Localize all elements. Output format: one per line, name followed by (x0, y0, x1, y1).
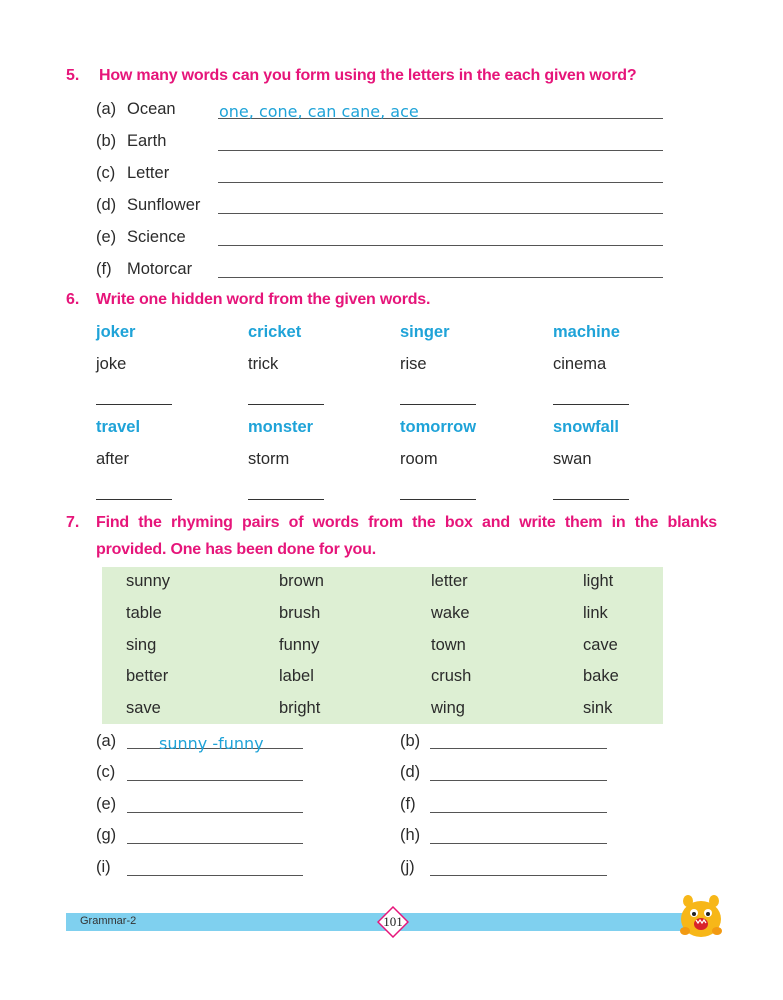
box-word: funny (279, 636, 320, 654)
box-word: cave (583, 636, 618, 654)
q6-hidden-word: after (96, 450, 130, 468)
q6-answer-blank[interactable] (400, 404, 476, 405)
box-word: bright (279, 699, 321, 717)
q7-blank-label: (f) (400, 795, 416, 813)
q5-item-label: (d) (96, 196, 117, 214)
q7-blank-label: (g) (96, 826, 117, 844)
q7-instruction-line1: Find the rhyming pairs of words from the box and write them in the blanks (96, 514, 717, 531)
box-word: sing (126, 636, 157, 654)
q6-given-word: snowfall (553, 418, 620, 436)
box-word: light (583, 572, 614, 590)
box-word: save (126, 699, 161, 717)
q6-number: 6. (66, 291, 80, 308)
q6-hidden-word: storm (248, 450, 290, 468)
q5-answer-text: one, cone, can cane, ace (219, 102, 419, 121)
q5-answer-line[interactable] (218, 245, 663, 246)
q5-item-label: (b) (96, 132, 117, 150)
q6-given-word: singer (400, 323, 450, 341)
q6-hidden-word: swan (553, 450, 592, 468)
q7-answer-line[interactable] (430, 812, 607, 813)
q7-blank-label: (b) (400, 732, 421, 750)
q6-given-word: machine (553, 323, 620, 341)
q7-instruction-line2: provided. One has been done for you. (96, 541, 376, 558)
box-word: sunny (126, 572, 171, 590)
book-title: Grammar-2 (80, 915, 137, 927)
q6-instruction: Write one hidden word from the given words. (96, 291, 431, 308)
q6-answer-blank[interactable] (553, 404, 629, 405)
q6-given-word: tomorrow (400, 418, 477, 436)
q6-hidden-word: room (400, 450, 438, 468)
q5-item-word: Science (127, 228, 186, 246)
box-word: letter (431, 572, 468, 590)
box-word: brown (279, 572, 324, 590)
q5-answer-line[interactable] (218, 150, 663, 151)
q7-blank-label: (d) (400, 763, 421, 781)
q6-hidden-word: cinema (553, 355, 607, 373)
q5-item-word: Letter (127, 164, 170, 182)
q5-item-label: (a) (96, 100, 117, 118)
q7-answer-line[interactable] (127, 812, 303, 813)
q5-item-word: Earth (127, 132, 167, 150)
q5-item-label: (e) (96, 228, 117, 246)
q7-answer-line[interactable] (430, 780, 607, 781)
q7-blank-label: (c) (96, 763, 116, 781)
q7-answer-line[interactable] (430, 875, 607, 876)
q7-blank-label: (i) (96, 858, 111, 876)
q6-given-word: joker (96, 323, 136, 341)
q5-item-word: Ocean (127, 100, 176, 118)
q6-answer-blank[interactable] (400, 499, 476, 500)
box-word: better (126, 667, 169, 685)
q5-item-word: Motorcar (127, 260, 193, 278)
q5-item-label: (c) (96, 164, 116, 182)
q6-answer-blank[interactable] (553, 499, 629, 500)
q5-answer-line[interactable] (218, 182, 663, 183)
q6-hidden-word: joke (96, 355, 127, 373)
box-word: bake (583, 667, 619, 685)
q7-answer-text: sunny -funny (159, 734, 264, 753)
q5-instruction: How many words can you form using the letters in the each given word? (99, 67, 637, 84)
q7-answer-line[interactable] (127, 780, 303, 781)
q6-answer-blank[interactable] (248, 499, 324, 500)
q6-answer-blank[interactable] (96, 499, 172, 500)
q6-answer-blank[interactable] (248, 404, 324, 405)
q6-answer-blank[interactable] (96, 404, 172, 405)
box-word: brush (279, 604, 321, 622)
q6-given-word: travel (96, 418, 141, 436)
q7-number: 7. (66, 514, 80, 531)
q7-blank-label: (j) (400, 858, 415, 876)
box-word: table (126, 604, 162, 622)
box-word: town (431, 636, 466, 654)
q6-given-word: cricket (248, 323, 302, 341)
q7-answer-line[interactable] (430, 748, 607, 749)
q6-given-word: monster (248, 418, 314, 436)
q5-answer-line[interactable] (218, 277, 663, 278)
box-word: crush (431, 667, 472, 685)
box-word: label (279, 667, 314, 685)
q6-hidden-word: trick (248, 355, 279, 373)
q7-answer-line[interactable] (430, 843, 607, 844)
q7-blank-label: (e) (96, 795, 117, 813)
q7-answer-line[interactable] (127, 875, 303, 876)
q7-blank-label: (h) (400, 826, 421, 844)
q6-hidden-word: rise (400, 355, 427, 373)
q5-answer-line[interactable] (218, 213, 663, 214)
q7-blank-label: (a) (96, 732, 117, 750)
q5-item-label: (f) (96, 260, 112, 278)
q5-number: 5. (66, 67, 80, 84)
box-word: wing (431, 699, 465, 717)
rhyming-word-box (102, 567, 663, 724)
box-word: link (583, 604, 608, 622)
q5-item-word: Sunflower (127, 196, 201, 214)
box-word: sink (583, 699, 613, 717)
mascot-character-icon (676, 893, 726, 941)
box-word: wake (431, 604, 470, 622)
page-number: 101 (383, 914, 403, 929)
q7-answer-line[interactable] (127, 843, 303, 844)
